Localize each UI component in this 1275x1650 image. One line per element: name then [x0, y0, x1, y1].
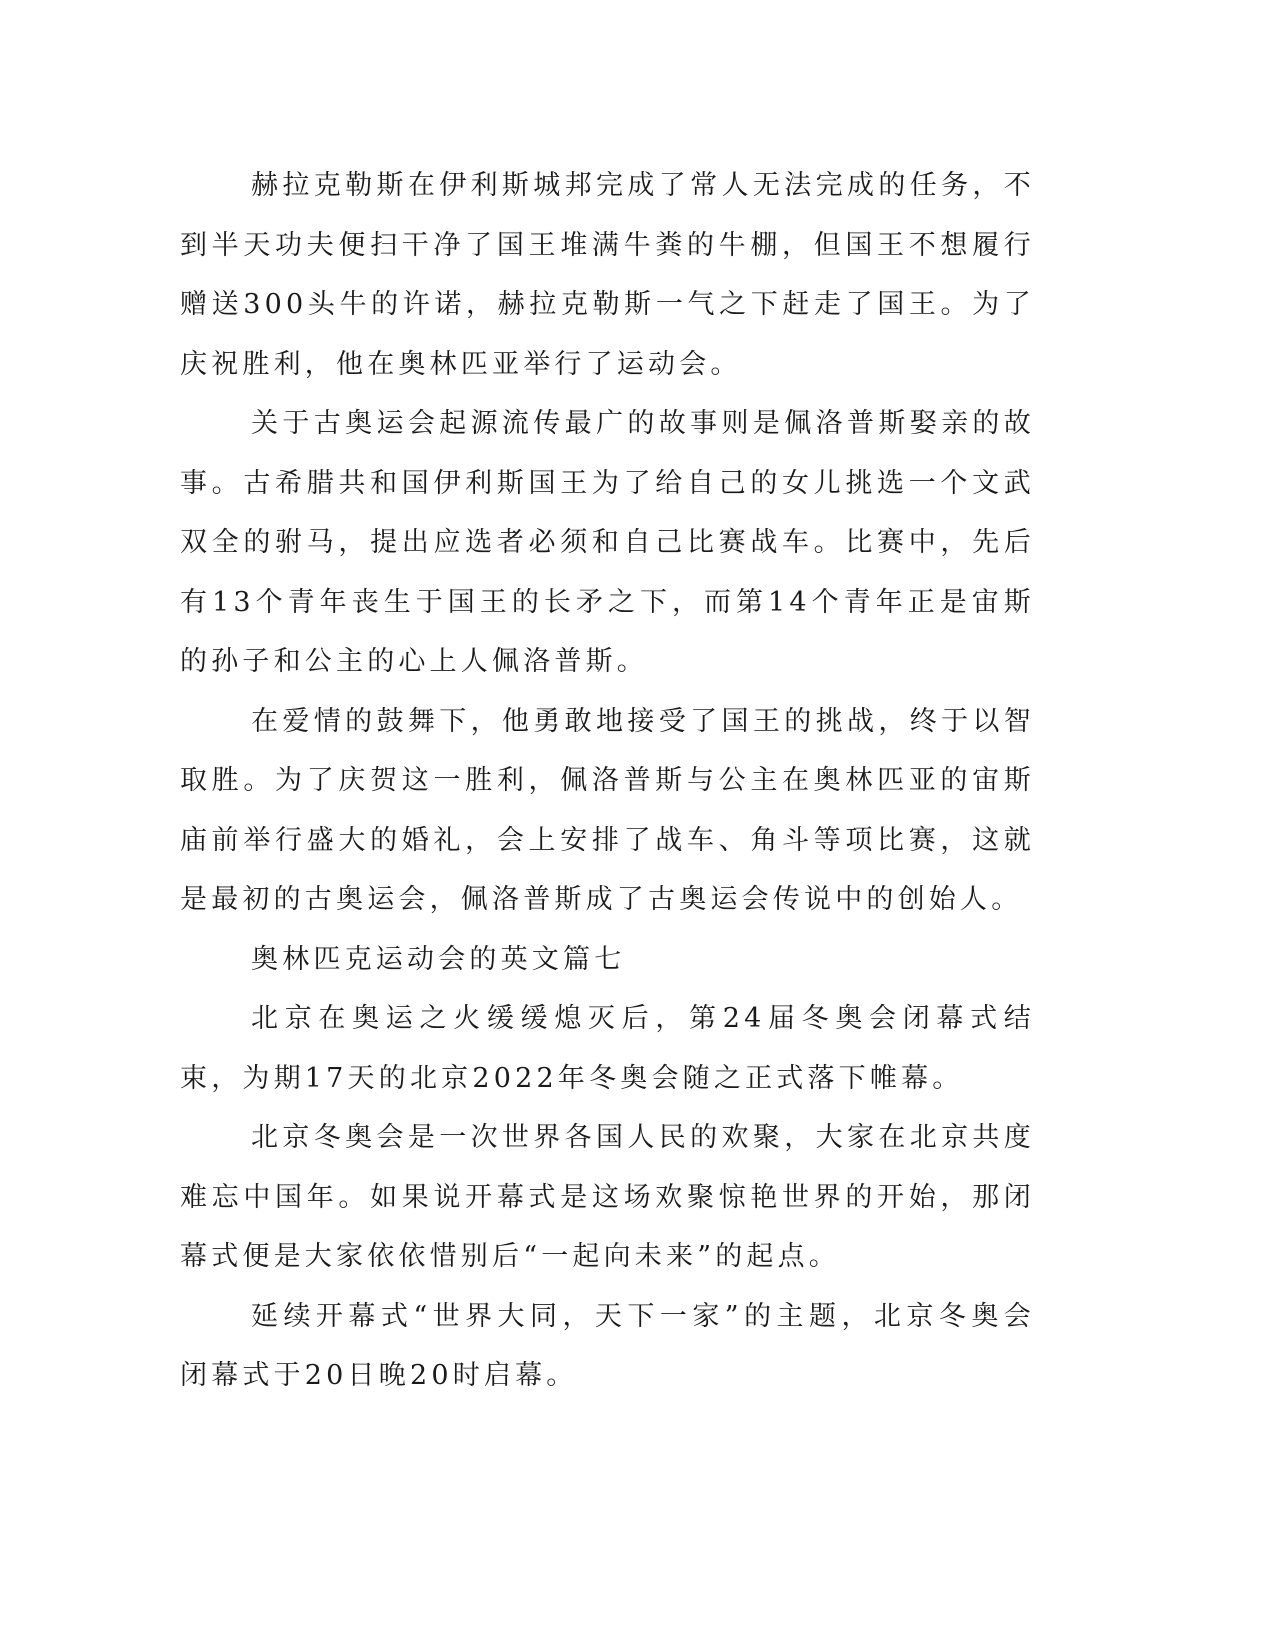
paragraph-closing-ceremony: 北京在奥运之火缓缓熄灭后，第24届冬奥会闭幕式结束，为期17天的北京2022年冬奥会随之正式落下帷幕。: [180, 1003, 1035, 1094]
document-page: [180, 156, 1035, 1406]
paragraph-pelops-wedding: 在爱情的鼓舞下，他勇敢地接受了国王的挑战，终于以智取胜。为了庆贺这一胜利，佩洛普斯与公主在奥林匹亚的宙斯庙前举行盛大的婚礼，会上安排了战车、角斗等项比赛，这就是最初的古奥运会，佩洛普斯成了古奥运会传说中的创始人。: [180, 705, 1035, 915]
paragraph-gathering: 北京冬奥会是一次世界各国人民的欢聚，大家在北京共度难忘中国年。如果说开幕式是这场欢聚惊艳世界的开始，那闭幕式便是大家依依惜别后“一起向未来”的起点。: [180, 1122, 1035, 1272]
paragraph-pelops-legend: 关于古奥运会起源流传最广的故事则是佩洛普斯娶亲的故事。古希腊共和国伊利斯国王为了给自己的女儿挑选一个文武双全的驸马，提出应选者必须和自己比赛战车。比赛中，先后有13个青年丧生于国王的长矛之下，而第14个青年正是宙斯的孙子和公主的心上人佩洛普斯。: [180, 408, 1035, 677]
paragraph-theme: 延续开幕式“世界大同，天下一家”的主题，北京冬奥会闭幕式于20日晚20时启幕。: [180, 1300, 1035, 1391]
section-heading: 奥林匹克运动会的英文篇七: [251, 943, 626, 975]
paragraph-heracles: 赫拉克勒斯在伊利斯城邦完成了常人无法完成的任务，不到半天功夫便扫干净了国王堆满牛粪的牛棚，但国王不想履行赠送300头牛的许诺，赫拉克勒斯一气之下赶走了国王。为了庆祝胜利，他在奥林匹亚举行了运动会。: [180, 170, 1035, 380]
